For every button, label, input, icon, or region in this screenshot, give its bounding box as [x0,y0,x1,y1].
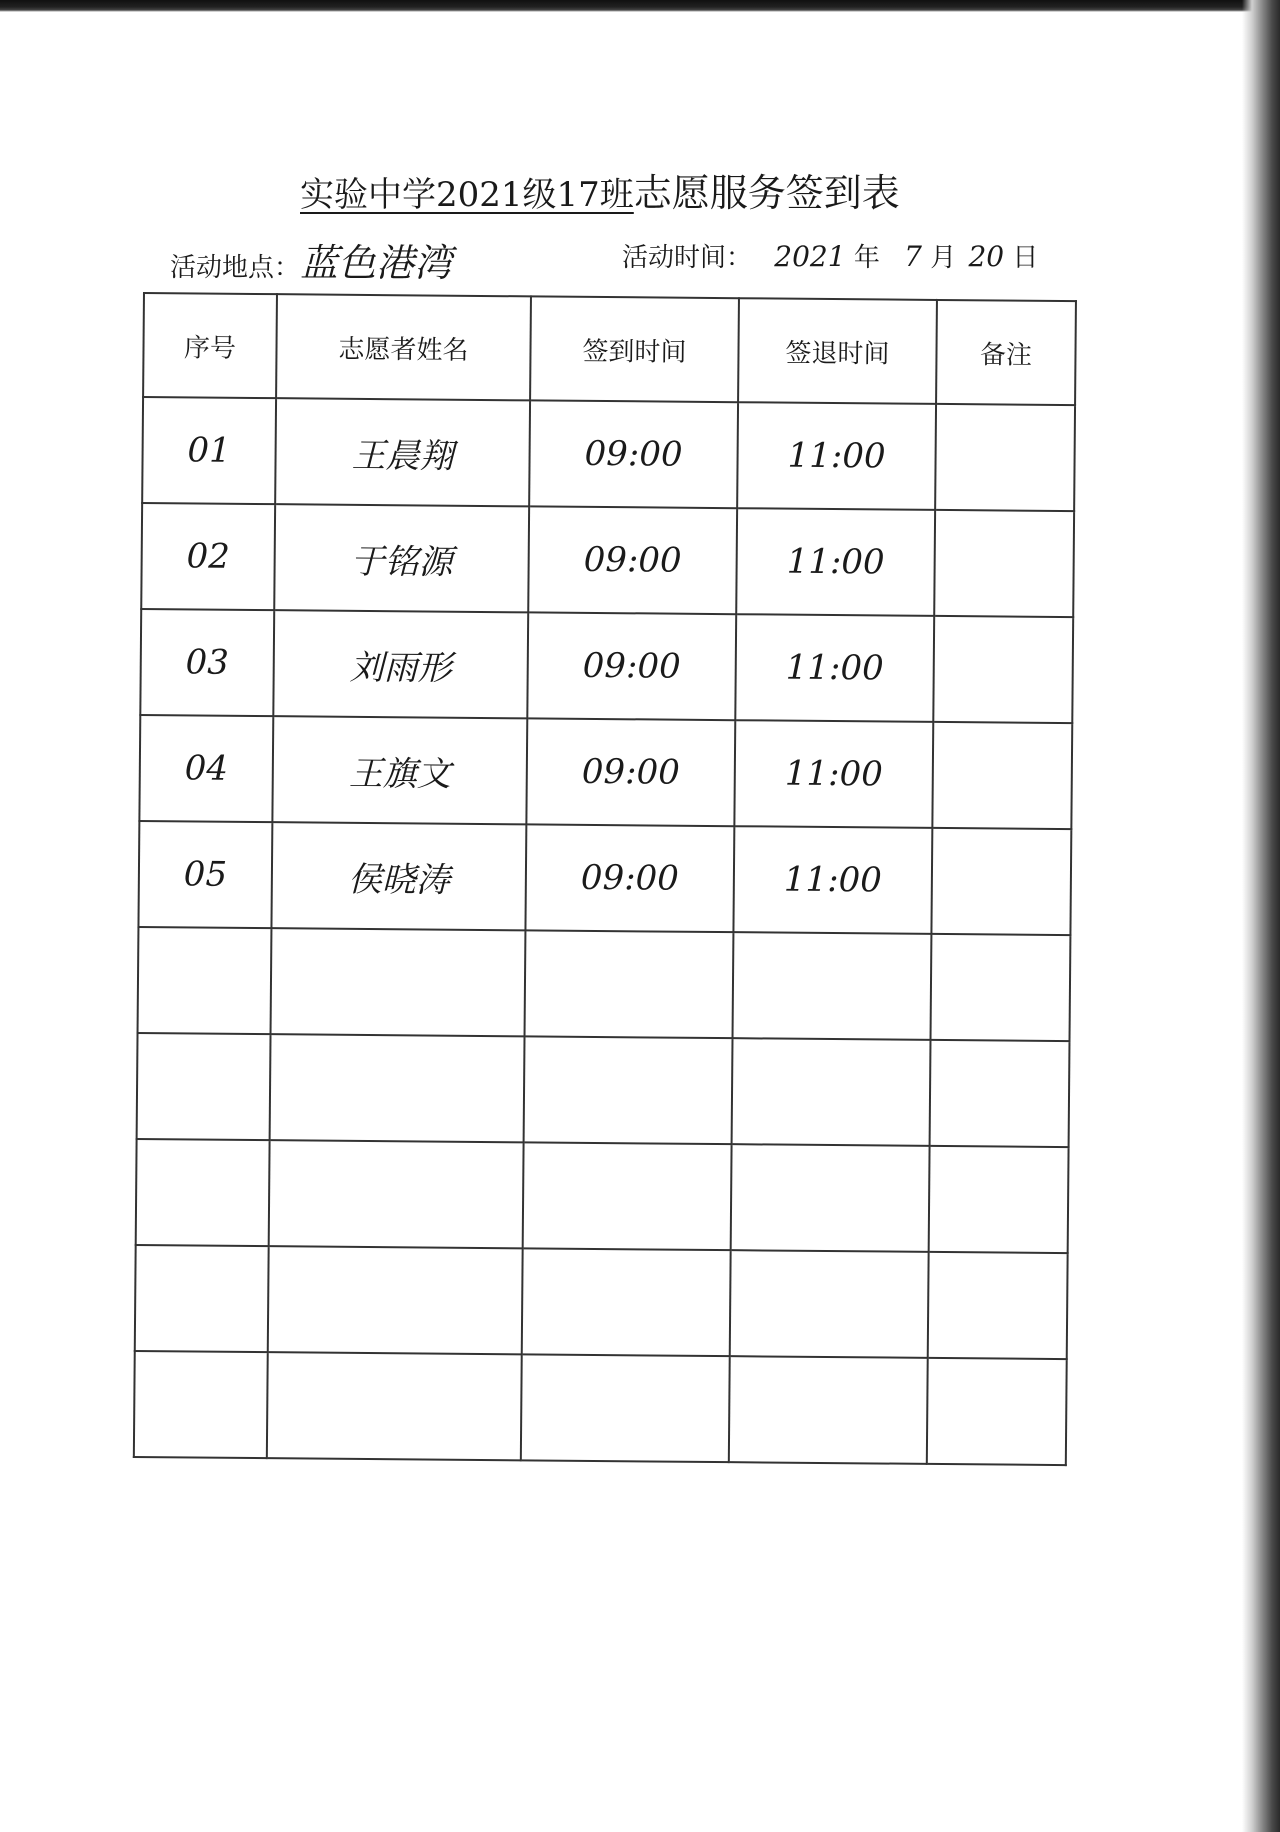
title-handwritten-class: 实验中学2021级17班 [300,175,634,215]
header-remarks: 备注 [936,300,1076,405]
cell-name [269,1140,524,1248]
cell-sign-out [730,1250,929,1358]
header-sign-out-time: 签退时间 [738,298,937,404]
table-row-empty [137,1033,1070,1147]
cell-serial: 04 [139,715,273,822]
cell-sign-in: 09:00 [527,612,736,720]
location-value: 蓝色港湾 [300,241,453,285]
cell-sign-out: 11:00 [734,720,933,828]
cell-serial [136,1139,270,1246]
cell-sign-in [522,1248,731,1356]
date-label: 活动时间： [622,243,753,273]
cell-name: 于铭源 [274,504,529,612]
table-row [139,715,1072,829]
cell-sign-in: 09:00 [525,824,734,932]
table-header-row [143,293,1076,405]
cell-name: 王旗文 [272,716,527,824]
cell-sign-out: 11:00 [733,826,932,934]
cell-serial: 02 [141,503,275,610]
cell-serial [135,1245,269,1352]
cell-sign-out: 11:00 [736,508,935,616]
cell-remarks [928,1252,1068,1359]
cell-remarks [930,1040,1070,1147]
table-row-empty [136,1139,1069,1253]
photo-right-edge-shadow [1242,0,1280,1832]
cell-remarks [929,1146,1069,1253]
date-day-unit: 日 [1012,243,1039,273]
location-label: 活动地点： [170,253,301,283]
cell-sign-in [523,1142,732,1250]
table-row-empty [135,1245,1068,1359]
cell-remarks [931,828,1071,935]
cell-serial: 03 [140,609,274,716]
header-serial-number: 序号 [143,293,277,398]
activity-location [170,241,453,285]
cell-name [270,1034,525,1142]
cell-remarks [933,616,1073,723]
activity-date [622,240,1038,275]
cell-sign-in: 09:00 [528,506,737,614]
cell-remarks [931,934,1071,1041]
date-day: 20 [968,240,1005,273]
cell-sign-in: 09:00 [526,718,735,826]
table-row-empty [134,1351,1067,1465]
cell-serial [138,927,272,1034]
cell-name [267,1352,522,1460]
cell-sign-out [732,1038,931,1146]
cell-sign-out [729,1356,928,1464]
cell-name: 王晨翔 [275,398,530,506]
table-row [141,503,1074,617]
sign-in-table [133,292,1077,1466]
date-year: 2021 [774,240,846,273]
cell-name: 侯晓涛 [271,822,526,930]
cell-remarks [927,1358,1067,1465]
table-row [142,397,1075,511]
date-month: 7 [904,240,922,273]
cell-name: 刘雨形 [273,610,528,718]
cell-serial: 05 [138,821,272,928]
cell-serial [134,1351,268,1458]
cell-serial [137,1033,271,1140]
cell-sign-in [521,1354,730,1462]
cell-sign-out: 11:00 [737,402,936,510]
cell-remarks [932,722,1072,829]
table-row [140,609,1073,723]
cell-sign-in [525,930,734,1038]
cell-remarks [935,404,1075,511]
table-row [138,821,1071,935]
cell-sign-in: 09:00 [529,400,738,508]
title-printed: 志愿服务签到表 [633,171,900,215]
cell-sign-out: 11:00 [735,614,934,722]
cell-serial: 01 [142,397,276,504]
cell-name [271,928,526,1036]
header-sign-in-time: 签到时间 [530,296,739,402]
cell-sign-out [731,1144,930,1252]
cell-sign-out [733,932,932,1040]
date-month-unit: 月 [930,243,957,273]
cell-name [268,1246,523,1354]
header-volunteer-name: 志愿者姓名 [276,294,531,400]
table-row-empty [138,927,1071,1041]
cell-remarks [934,510,1074,617]
cell-sign-in [524,1036,733,1144]
date-year-unit: 年 [853,243,880,273]
page-title [300,168,940,218]
